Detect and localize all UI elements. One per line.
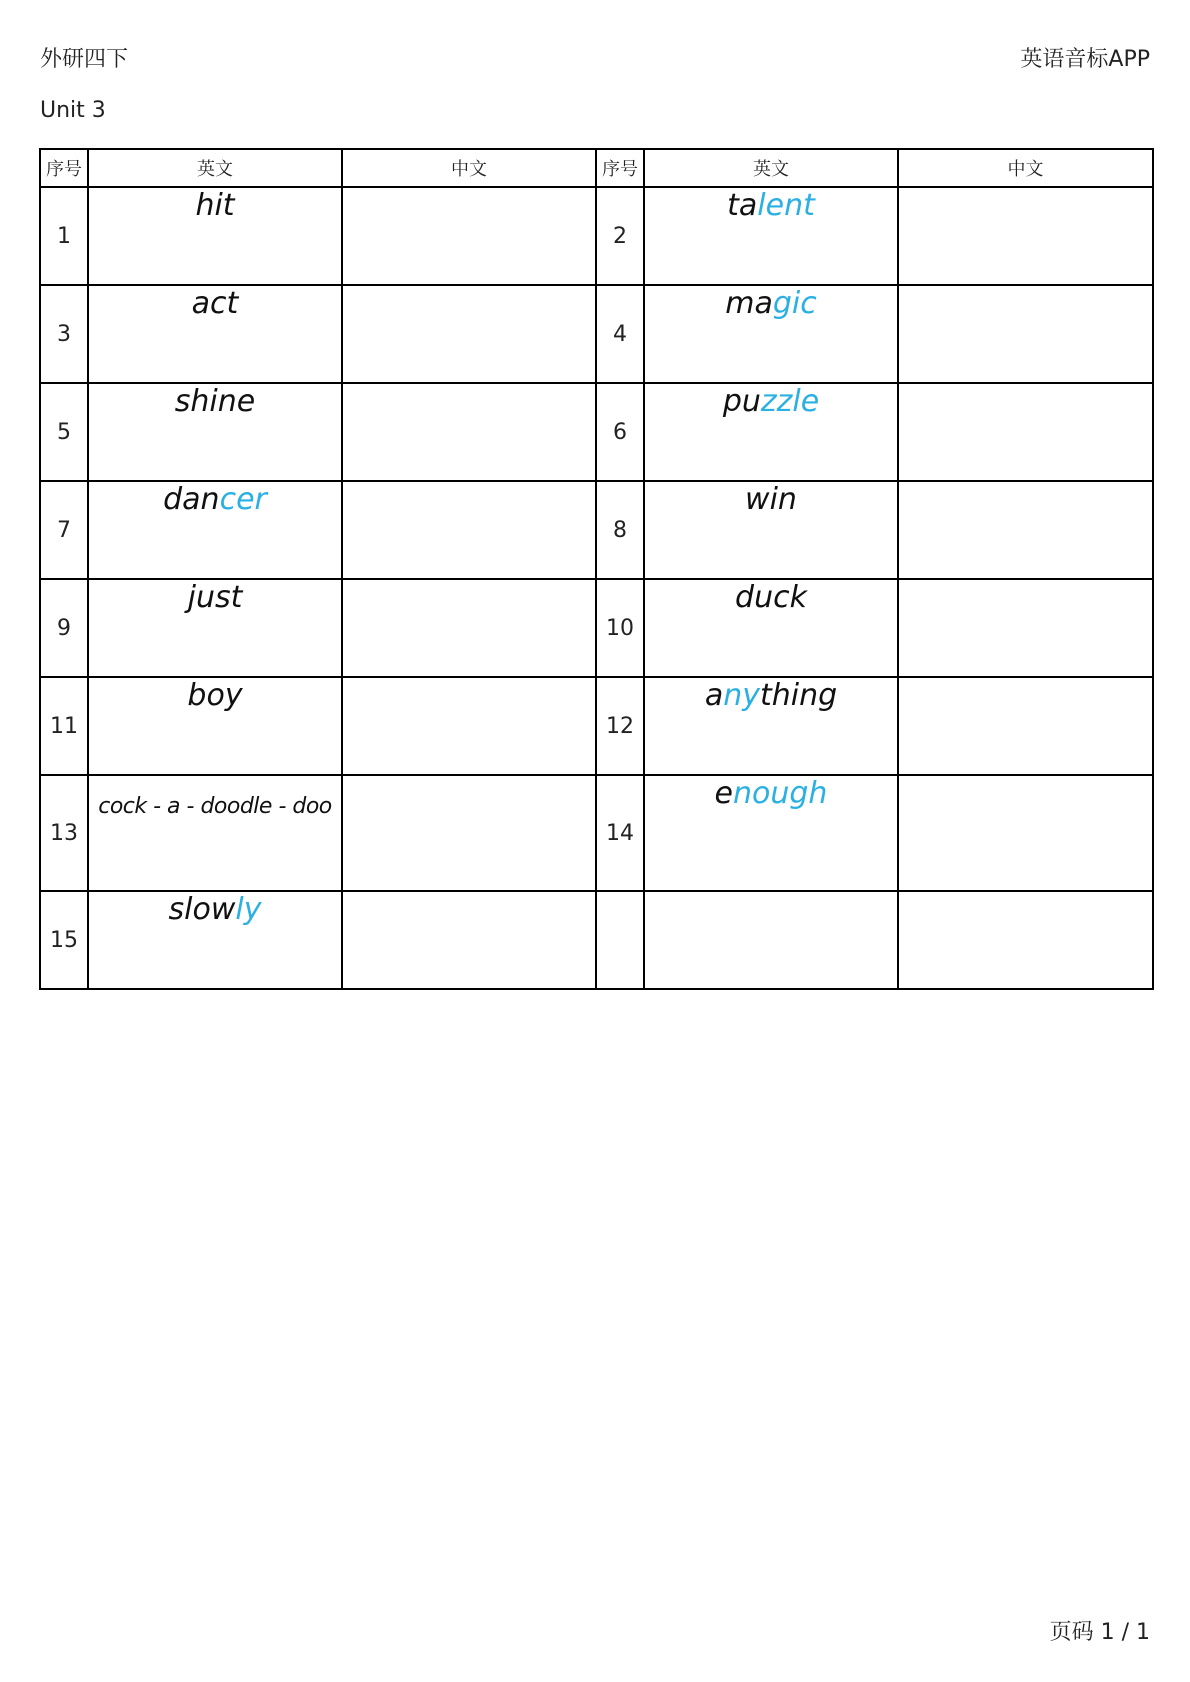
header-english-left: 英文 [88, 149, 342, 187]
english-word: talent [644, 187, 898, 285]
table-row [40, 677, 1153, 775]
chinese-answer-cell [898, 383, 1153, 481]
word-number: 7 [40, 481, 88, 579]
table-row [40, 481, 1153, 579]
word-number: 9 [40, 579, 88, 677]
chinese-answer-cell [898, 579, 1153, 677]
english-word: shine [88, 383, 342, 481]
word-number: 15 [40, 891, 88, 989]
word-number: 8 [596, 481, 644, 579]
table-row [40, 579, 1153, 677]
chinese-answer-cell [898, 481, 1153, 579]
english-word: slowly [88, 891, 342, 989]
english-word [644, 891, 898, 989]
chinese-answer-cell [342, 285, 596, 383]
header-chinese-left: 中文 [342, 149, 596, 187]
english-word: anything [644, 677, 898, 775]
word-number: 14 [596, 775, 644, 891]
english-word: puzzle [644, 383, 898, 481]
english-word: magic [644, 285, 898, 383]
chinese-answer-cell [342, 677, 596, 775]
chinese-answer-cell [898, 775, 1153, 891]
word-number: 13 [40, 775, 88, 891]
word-number: 5 [40, 383, 88, 481]
vocab-table [39, 148, 1154, 990]
table-row [40, 383, 1153, 481]
word-number: 2 [596, 187, 644, 285]
english-word: just [88, 579, 342, 677]
english-word: cock - a - doodle - doo [88, 775, 342, 891]
page-number: 页码 1 / 1 [1049, 1620, 1150, 1645]
chinese-answer-cell [898, 891, 1153, 989]
chinese-answer-cell [342, 187, 596, 285]
english-word: win [644, 481, 898, 579]
word-number: 1 [40, 187, 88, 285]
english-word: boy [88, 677, 342, 775]
header-english-right: 英文 [644, 149, 898, 187]
table-row [40, 775, 1153, 891]
header-number-left: 序号 [40, 149, 88, 187]
chinese-answer-cell [898, 677, 1153, 775]
word-number: 4 [596, 285, 644, 383]
english-word: act [88, 285, 342, 383]
chinese-answer-cell [898, 285, 1153, 383]
chinese-answer-cell [342, 383, 596, 481]
english-word: duck [644, 579, 898, 677]
word-number: 11 [40, 677, 88, 775]
table-row [40, 187, 1153, 285]
header-left-title: 外研四下 [40, 47, 129, 72]
english-word: enough [644, 775, 898, 891]
word-number: 3 [40, 285, 88, 383]
table-row [40, 285, 1153, 383]
word-number [596, 891, 644, 989]
header-number-right: 序号 [596, 149, 644, 187]
english-word: hit [88, 187, 342, 285]
table-header-row [40, 149, 1153, 187]
chinese-answer-cell [342, 481, 596, 579]
chinese-answer-cell [342, 579, 596, 677]
chinese-answer-cell [898, 187, 1153, 285]
word-number: 6 [596, 383, 644, 481]
word-number: 10 [596, 579, 644, 677]
word-number: 12 [596, 677, 644, 775]
table-row [40, 891, 1153, 989]
unit-label: Unit 3 [40, 98, 106, 123]
chinese-answer-cell [342, 775, 596, 891]
header-right-title: 英语音标APP [1020, 47, 1150, 72]
english-word: dancer [88, 481, 342, 579]
header-chinese-right: 中文 [898, 149, 1153, 187]
chinese-answer-cell [342, 891, 596, 989]
